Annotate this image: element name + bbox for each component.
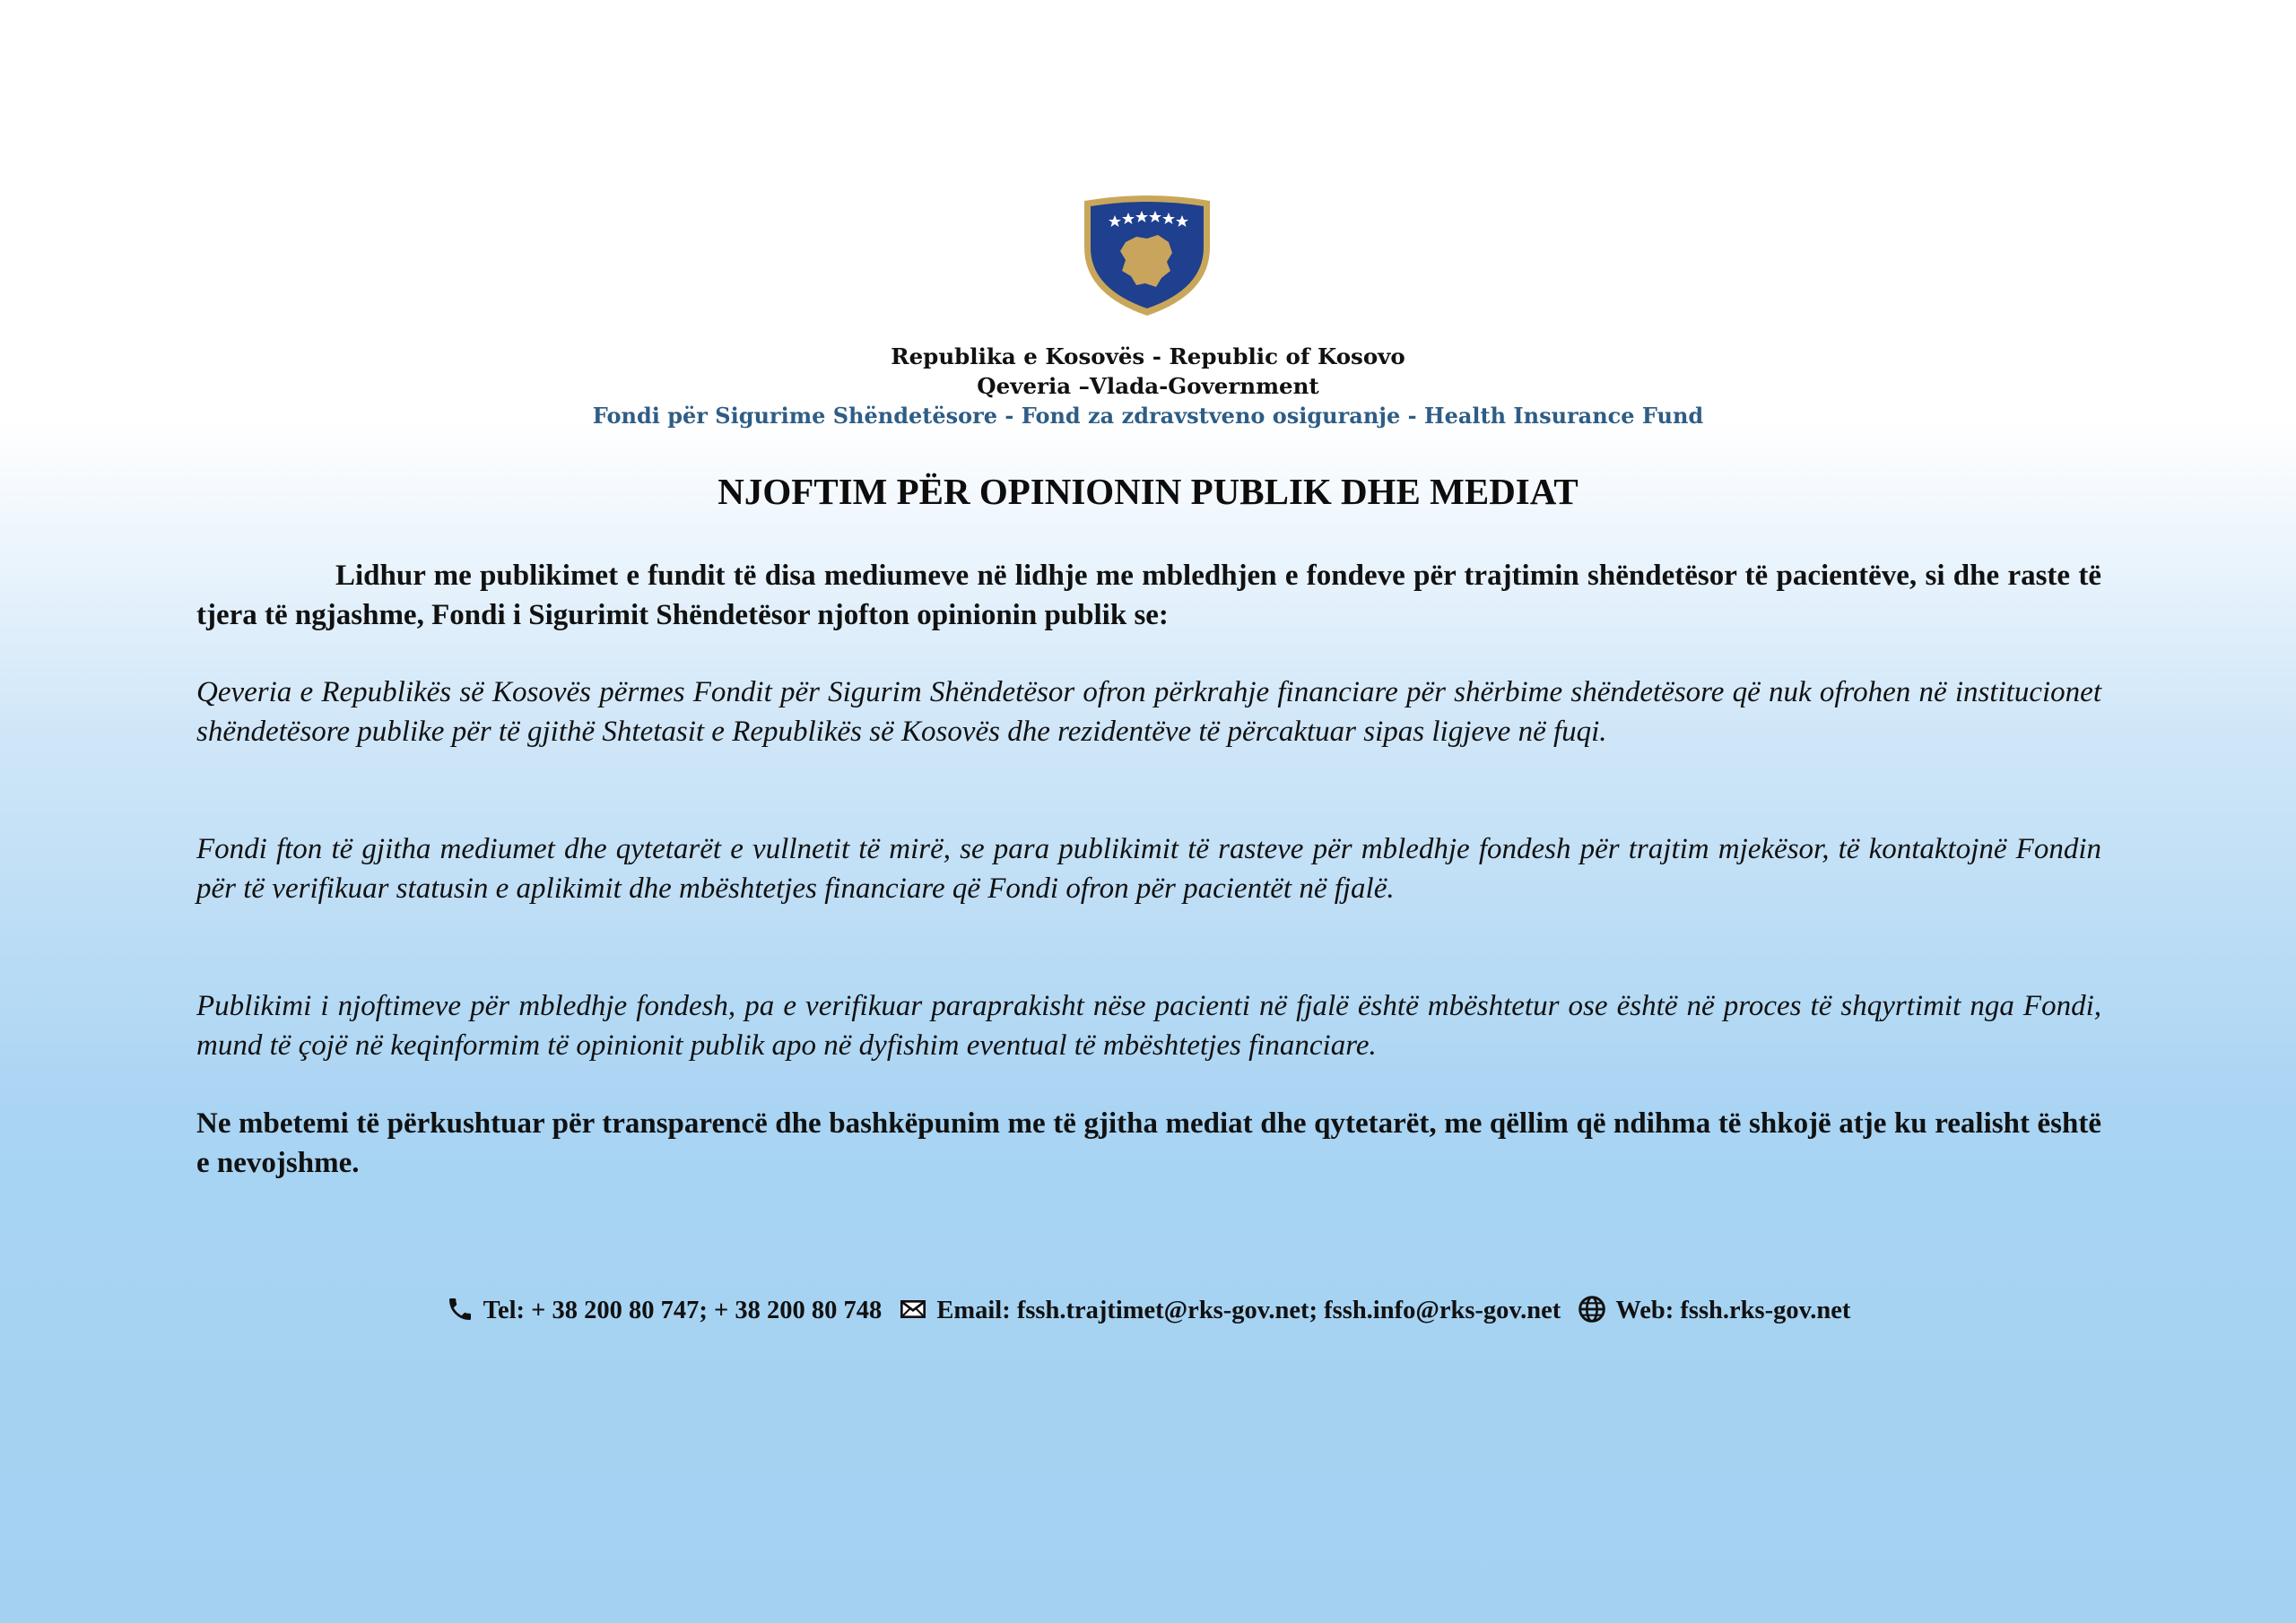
contact-tel: Tel: + 38 200 80 747; + 38 200 80 748: [483, 1297, 883, 1324]
paragraph-government-support: Qeveria e Republikës së Kosovës përmes Fondit për Sigurim Shëndetësor ofron përkrahje financiare për shërbime shëndetësore që nuk ofrohen në institucionet shëndetësore publike për të gjithë Shtetasit e Republikës së Kosovës dhe rezidentëve të përcaktuar sipas ligjeve në fuqi.: [196, 676, 2101, 748]
globe-icon: [1578, 1295, 1606, 1324]
paragraph-commitment: Ne mbetemi të përkushtuar për transparencë dhe bashkëpunim me të gjitha mediat dhe qytetarët, me qëllim që ndihma të shkojë atje ku realisht është e nevojshme.: [196, 1107, 2101, 1179]
envelope-icon: [899, 1295, 927, 1324]
header-republic: Republika e Kosovës - Republic of Kosovo: [891, 343, 1405, 369]
kosovo-coat-of-arms-icon: [1081, 195, 1213, 319]
paragraph-misinformation-warning: Publikimi i njoftimeve për mbledhje fondesh, pa e verifikuar paraprakisht nëse pacienti në fjalë është mbështetur ose është në proces të shqyrtimit nga Fondi, mund të çojë në keqinformim të opinionit publik apo në dyfishim eventual të mbështetjes financiare.: [196, 990, 2101, 1062]
contact-web[interactable]: Web: fssh.rks-gov.net: [1615, 1297, 1851, 1324]
phone-icon: [446, 1295, 474, 1324]
header-government: Qeveria –Vlada-Government: [977, 373, 1319, 399]
contact-email[interactable]: Email: fssh.trajtimet@rks-gov.net; fssh.info@rks-gov.net: [936, 1297, 1561, 1324]
paragraph-intro: Lidhur me publikimet e fundit të disa mediumeve në lidhje me mbledhjen e fondeve për trajtimin shëndetësor të pacientëve, si dhe raste të tjera të ngjashme, Fondi i Sigurimit Shëndetësor njofton opinionin publik se:: [196, 560, 2101, 631]
header-health-insurance-fund: Fondi për Sigurime Shëndetësore - Fond za zdravstveno osiguranje - Health Insurance Fund: [592, 403, 1704, 429]
contact-footer: [0, 1293, 2296, 1329]
paragraph-media-invitation: Fondi fton të gjitha mediumet dhe qytetarët e vullnetit të mirë, se para publikimit të rasteve për mbledhje fondesh për trajtim mjekësor, të kontaktojnë Fondin për të verifikuar statusin e aplikimit dhe mbështetjes financiare që Fondi ofron për pacientët në fjalë.: [196, 833, 2101, 905]
page-title: NJOFTIM PËR OPINIONIN PUBLIK DHE MEDIAT: [718, 471, 1578, 512]
